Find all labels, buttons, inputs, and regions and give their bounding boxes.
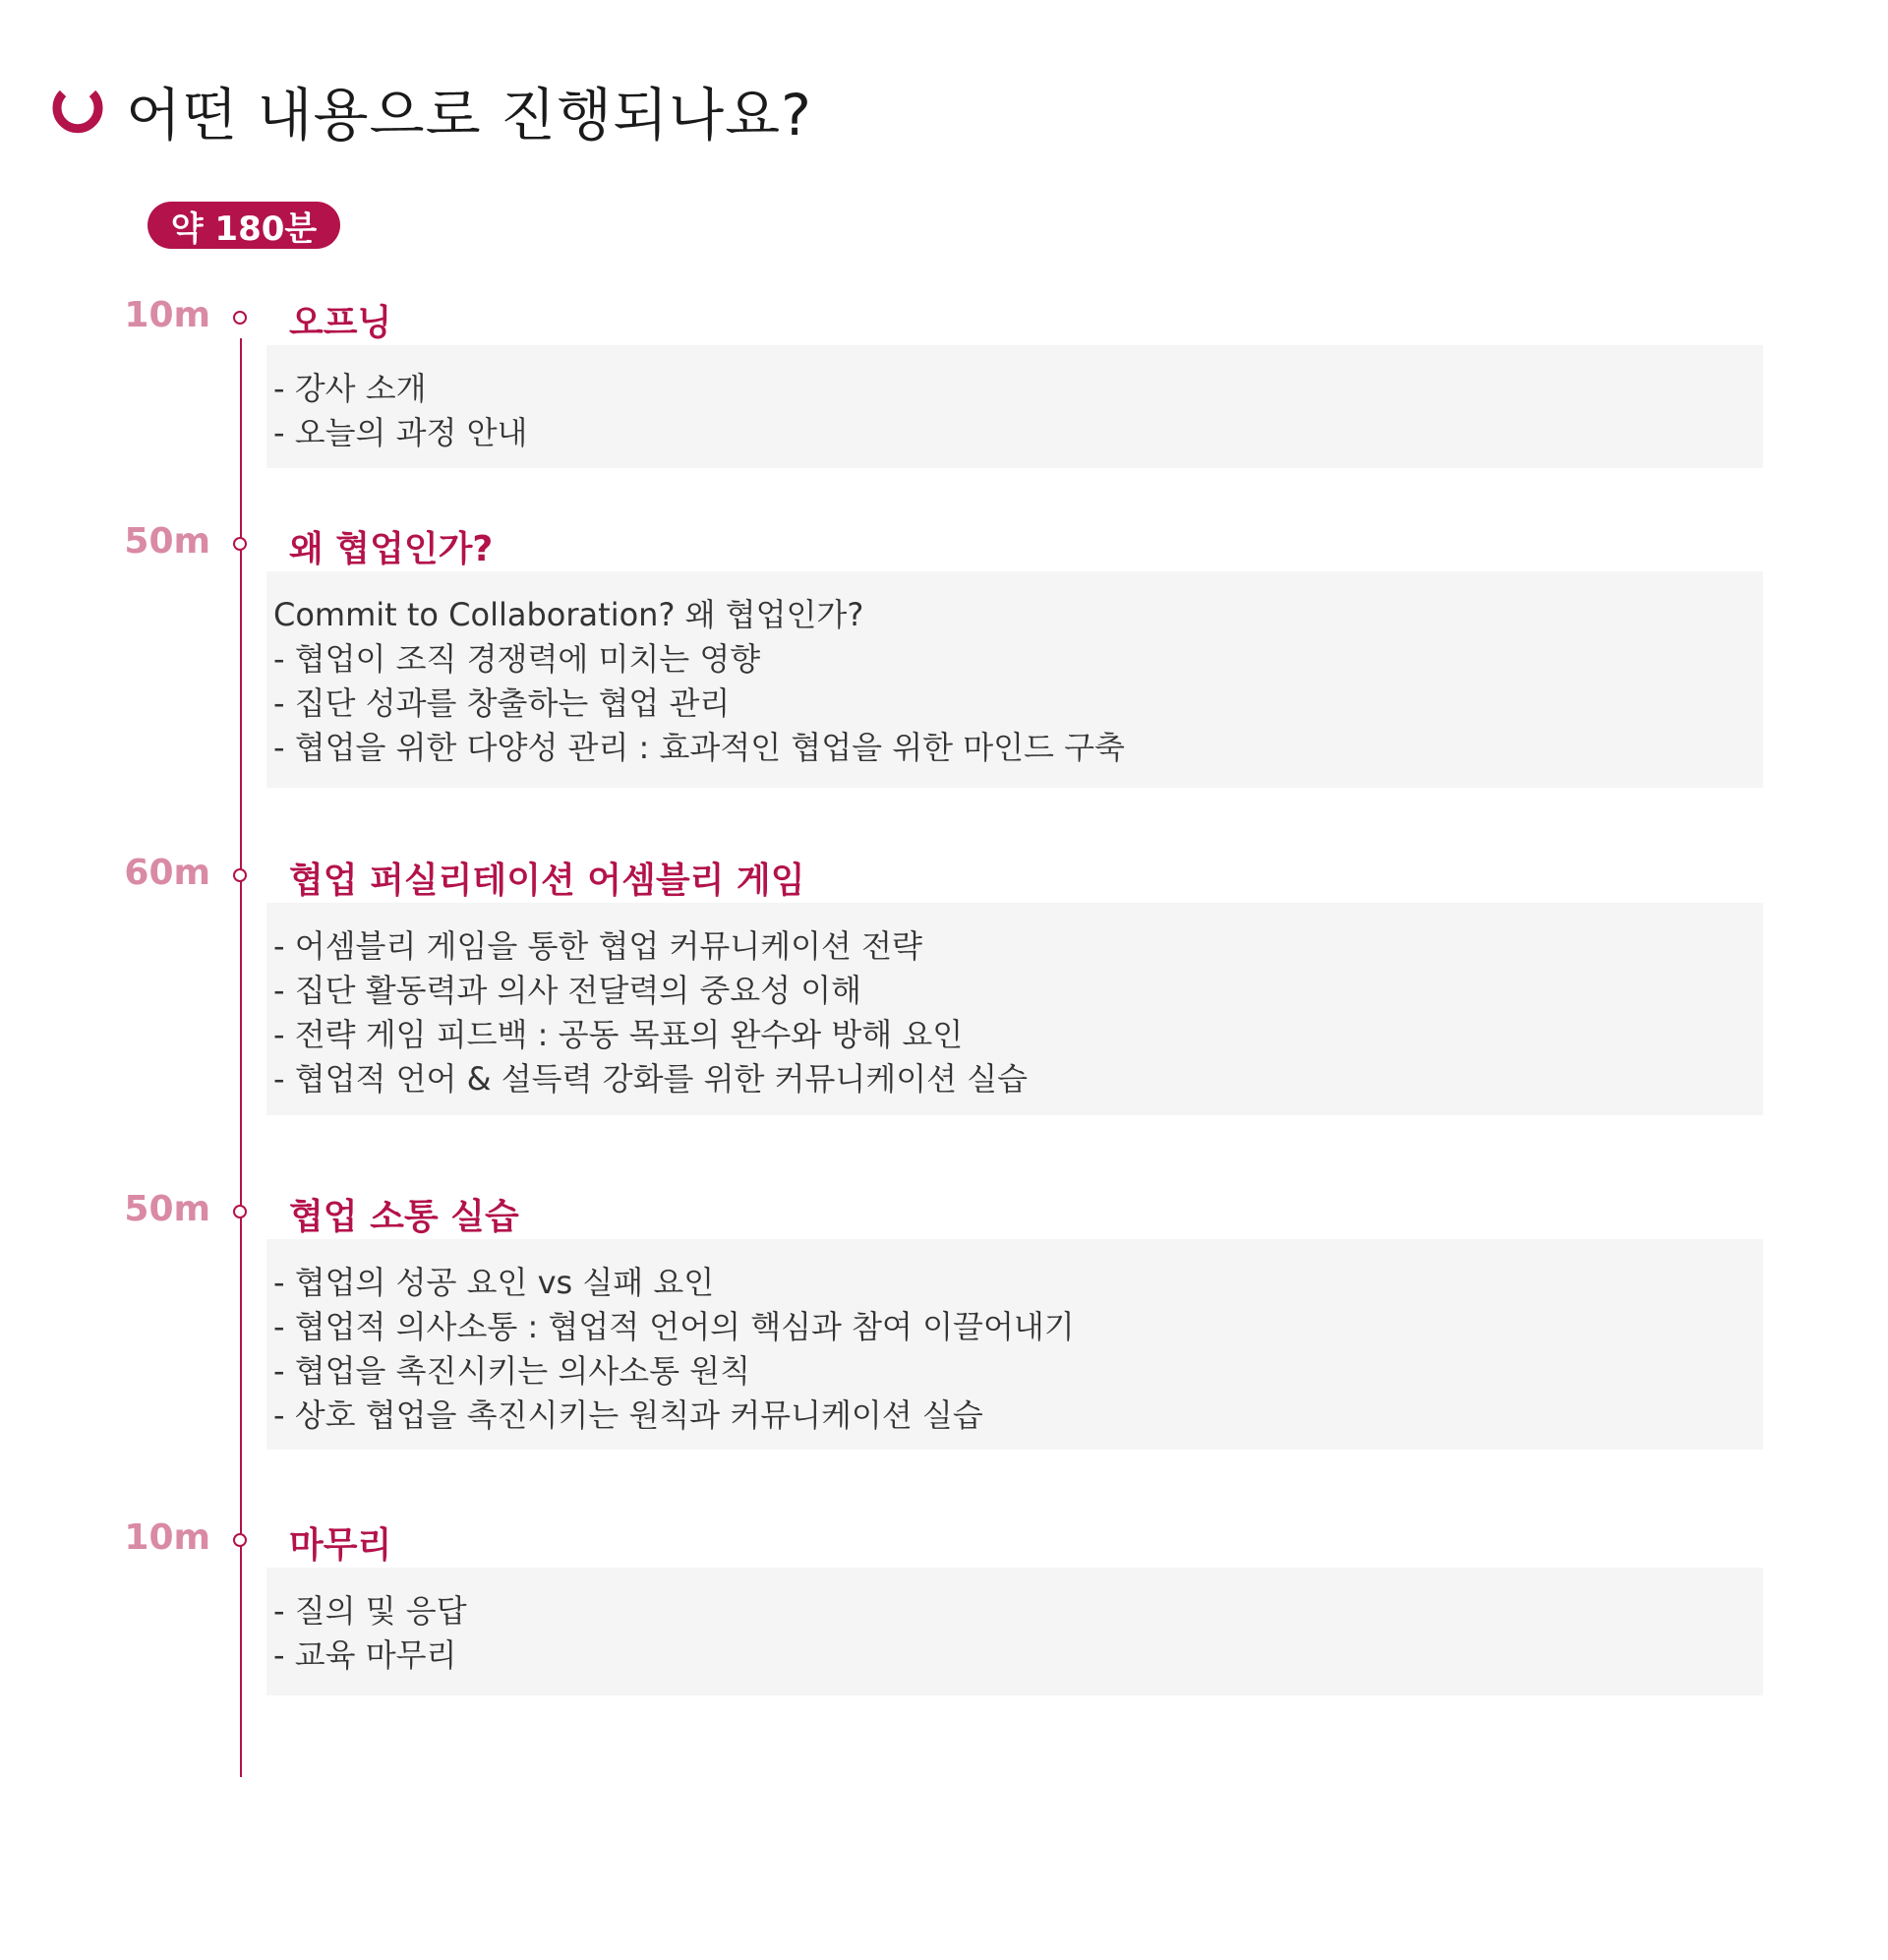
time-label: 50m (124, 1189, 210, 1229)
time-label: 50m (124, 521, 210, 562)
section-title: 마무리 (289, 1525, 392, 1566)
content-line: - 강사 소개 (273, 370, 427, 407)
timeline-dot (233, 537, 247, 551)
section-title: 협업 퍼실리테이션 어셈블리 게임 (289, 861, 805, 901)
content-line: - 오늘의 과정 안내 (273, 414, 528, 451)
content-line: - 협업적 언어 & 설득력 강화를 위한 커뮤니케이션 실습 (273, 1060, 1029, 1098)
timeline-line (240, 338, 242, 1777)
duration-badge: 약 180분 (148, 202, 340, 249)
content-line: Commit to Collaboration? 왜 협업인가? (273, 596, 864, 633)
time-label: 10m (124, 295, 210, 335)
content-line: - 질의 및 응답 (273, 1592, 467, 1630)
page-header (51, 71, 812, 149)
time-label: 60m (124, 853, 210, 893)
timeline-dot (233, 868, 247, 882)
content-line: - 협업을 촉진시키는 의사소통 원칙 (273, 1352, 751, 1390)
timeline-dot (233, 1205, 247, 1218)
content-line: - 상호 협업을 촉진시키는 원칙과 커뮤니케이션 실습 (273, 1396, 983, 1434)
content-line: - 어셈블리 게임을 통한 협업 커뮤니케이션 전략 (273, 927, 922, 965)
section-content-box (266, 345, 1763, 468)
content-line: - 협업을 위한 다양성 관리 : 효과적인 협업을 위한 마인드 구축 (273, 729, 1125, 766)
section-content-box (266, 1239, 1763, 1450)
section-title: 오프닝 (289, 303, 392, 343)
section-title: 왜 협업인가? (289, 529, 494, 569)
content-line: - 교육 마무리 (273, 1636, 457, 1674)
time-label: 10m (124, 1517, 210, 1558)
section-content-box (266, 1568, 1763, 1695)
content-line: - 협업의 성공 요인 vs 실패 요인 (273, 1264, 715, 1301)
content-line: - 전략 게임 피드백 : 공동 목표의 완수와 방해 요인 (273, 1016, 964, 1053)
section-content-box (266, 903, 1763, 1115)
section-title: 협업 소통 실습 (289, 1197, 519, 1237)
brand-ring-icon (51, 84, 104, 137)
page-title: 어떤 내용으로 진행되나요? (126, 82, 812, 148)
content-line: - 협업적 의사소통 : 협업적 언어의 핵심과 참여 이끌어내기 (273, 1308, 1075, 1345)
section-content-box (266, 571, 1763, 788)
timeline-dot (233, 1533, 247, 1547)
content-line: - 집단 성과를 창출하는 협업 관리 (273, 684, 731, 722)
content-line: - 집단 활동력과 의사 전달력의 중요성 이해 (273, 972, 862, 1009)
timeline-dot (233, 311, 247, 325)
content-line: - 협업이 조직 경쟁력에 미치는 영향 (273, 640, 761, 678)
